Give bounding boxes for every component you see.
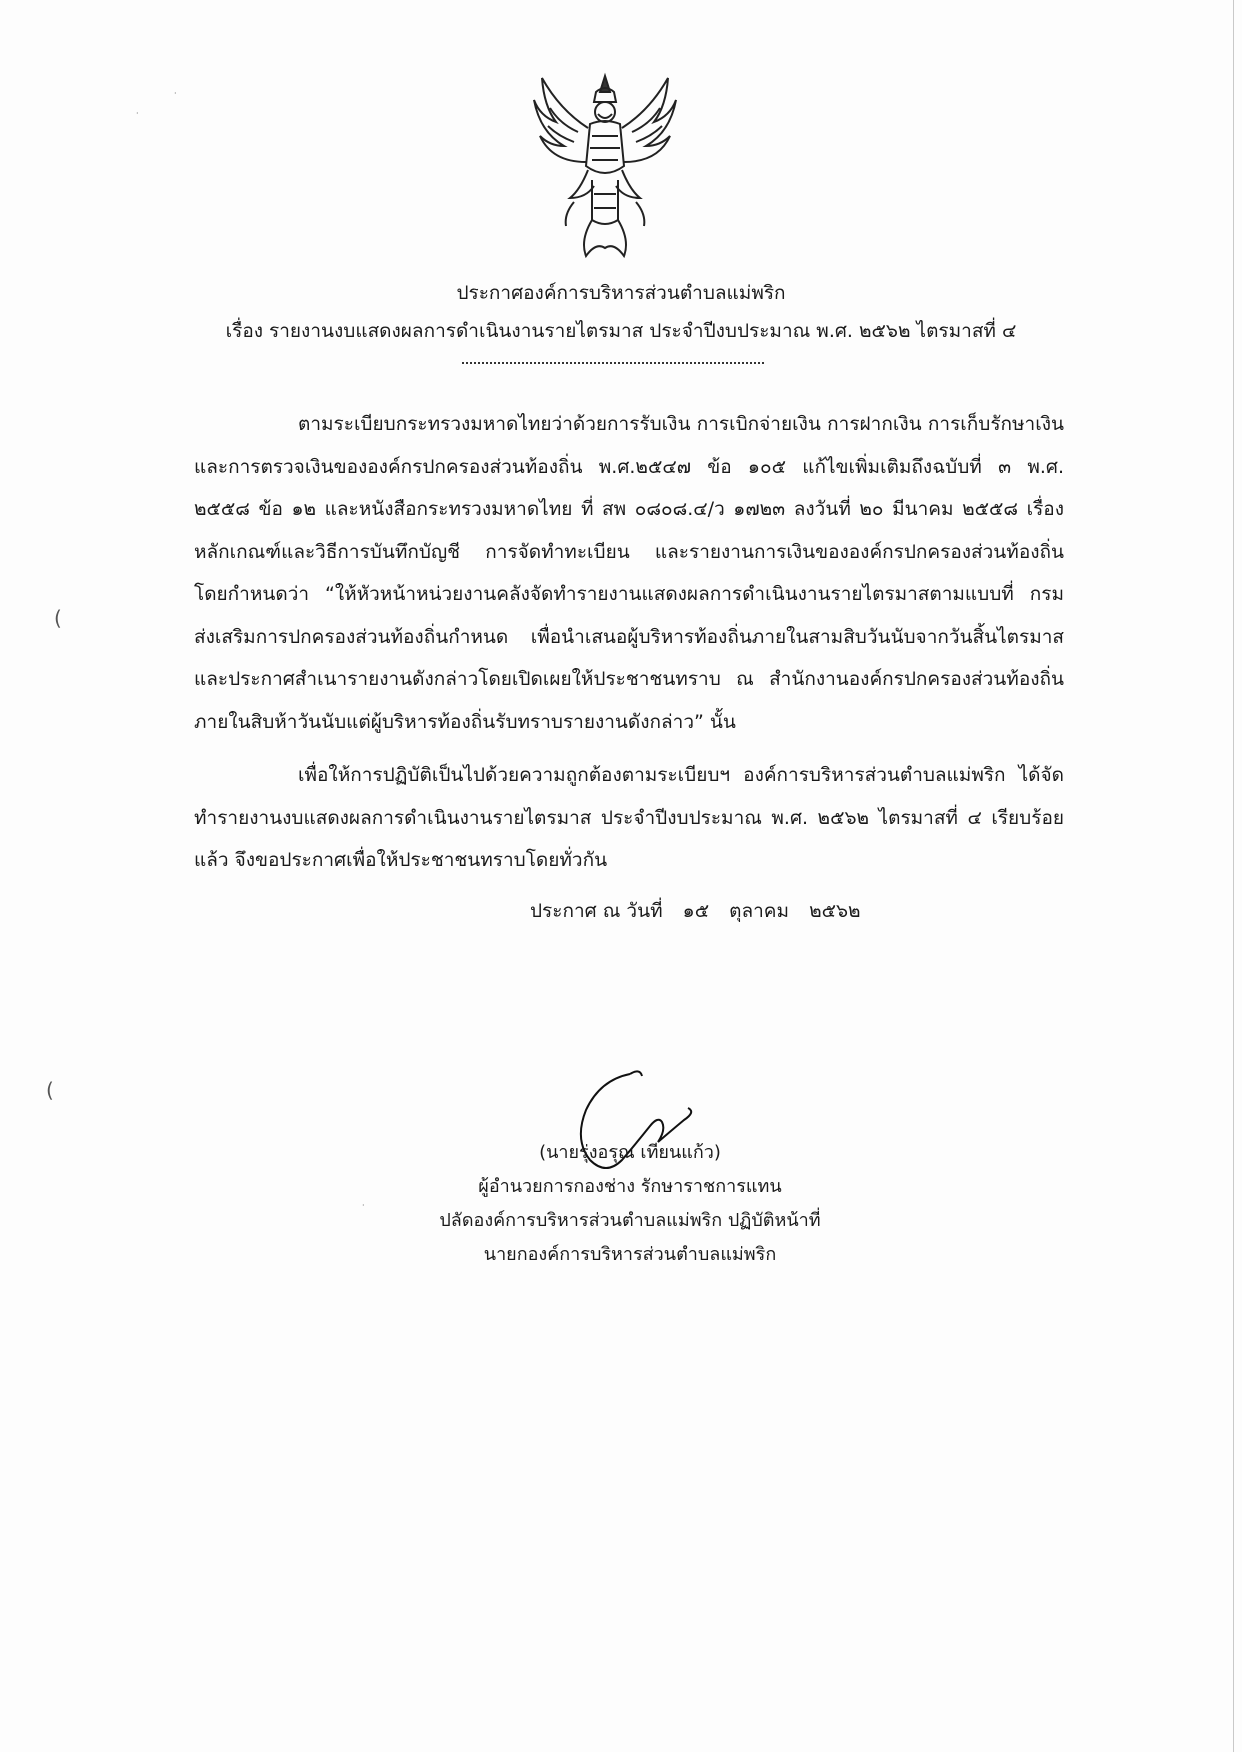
scan-artifact-dot: · (362, 1201, 365, 1210)
scan-artifact-mark: ( (54, 606, 62, 630)
scan-artifact-mark: ( (46, 1078, 54, 1102)
announcement-month: ตุลาคม (729, 900, 790, 922)
paragraph-2-text: เพื่อให้การปฏิบัติเป็นไปด้วยความถูกต้องตามระเบียบฯ องค์การบริหารส่วนตำบลแม่พริก ได้จัดทำรายงานงบแสดงผลการดำเนินงานรายไตรมาส ประจำปีงบประมาณ พ.ศ. ๒๕๖๒ ไตรมาสที่ ๔ เรียบร้อยแล้ว จึงขอประกาศเพื่อให้ประชาชนทราบโดยทั่วกัน (194, 764, 1064, 871)
signatory-position-3: นายกองค์การบริหารส่วนตำบลแม่พริก (483, 1244, 777, 1265)
dotted-separator (462, 362, 764, 364)
paragraph-1-text: ตามระเบียบกระทรวงมหาดไทยว่าด้วยการรับเงิน การเบิกจ่ายเงิน การฝากเงิน การเก็บรักษาเงิน และการตรวจเงินขององค์กรปกครองส่วนท้องถิ่น พ.ศ.๒๕๔๗ ข้อ ๑๐๕ แก้ไขเพิ่มเติมถึงฉบับที่ ๓ พ.ศ. ๒๕๕๘ ข้อ ๑๒ และหนังสือกระทรวงมหาดไทย ที่ สพ ๐๘๐๘.๔/ว ๑๗๒๓ ลงวันที่ ๒๐ มีนาคม ๒๕๕๘ เรื่องหลักเกณฑ์และวิธีการบันทึกบัญชี การจัดทำทะเบียน และรายงานการเงินขององค์กรปกครองส่วนท้องถิ่น โดยกำหนดว่า “ให้หัวหน้าหน่วยงานคลังจัดทำรายงานแสดงผลการดำเนินงานรายไตรมาสตามแบบที่ กรมส่งเสริมการปกครองส่วนท้องถิ่นกำหนด เพื่อนำเสนอผู้บริหารท้องถิ่นภายในสามสิบวันนับจากวันสิ้นไตรมาส และประกาศสำเนารายงานดังกล่าวโดยเปิดเผยให้ประชาชนทราบ ณ สำนักงานองค์กรปกครองส่วนท้องถิ่น ภายในสิบห้าวันนับแต่ผู้บริหารท้องถิ่นรับทราบรายงานดังกล่าว” นั้น (194, 413, 1064, 733)
scan-artifact-dot: · (174, 89, 177, 98)
scan-artifact-dot: · (136, 109, 139, 118)
document-subject: เรื่อง รายงานงบแสดงผลการดำเนินงานรายไตรมาส ประจำปีงบประมาณ พ.ศ. ๒๕๖๒ ไตรมาสที่ ๔ (225, 320, 1017, 342)
signatory-position-2: ปลัดองค์การบริหารส่วนตำบลแม่พริก ปฏิบัติหน้าที่ (439, 1210, 821, 1231)
announcement-day: ๑๕ (682, 900, 710, 922)
body-paragraph-2 (194, 754, 1064, 882)
document-title: ประกาศองค์การบริหารส่วนตำบลแม่พริก (456, 282, 786, 304)
signatory-position-1: ผู้อำนวยการกองช่าง รักษาราชการแทน (478, 1176, 782, 1197)
body-paragraph-1 (194, 403, 1064, 743)
scan-edge-line (1233, 0, 1234, 1752)
announcement-date (530, 898, 861, 924)
announcement-prefix: ประกาศ ณ วันที่ (530, 900, 663, 922)
announcement-year: ๒๕๖๒ (809, 900, 861, 922)
signatory-name: (นายรุ่งอรุณ เทียนแก้ว) (539, 1142, 721, 1163)
garuda-emblem-icon (530, 70, 680, 260)
